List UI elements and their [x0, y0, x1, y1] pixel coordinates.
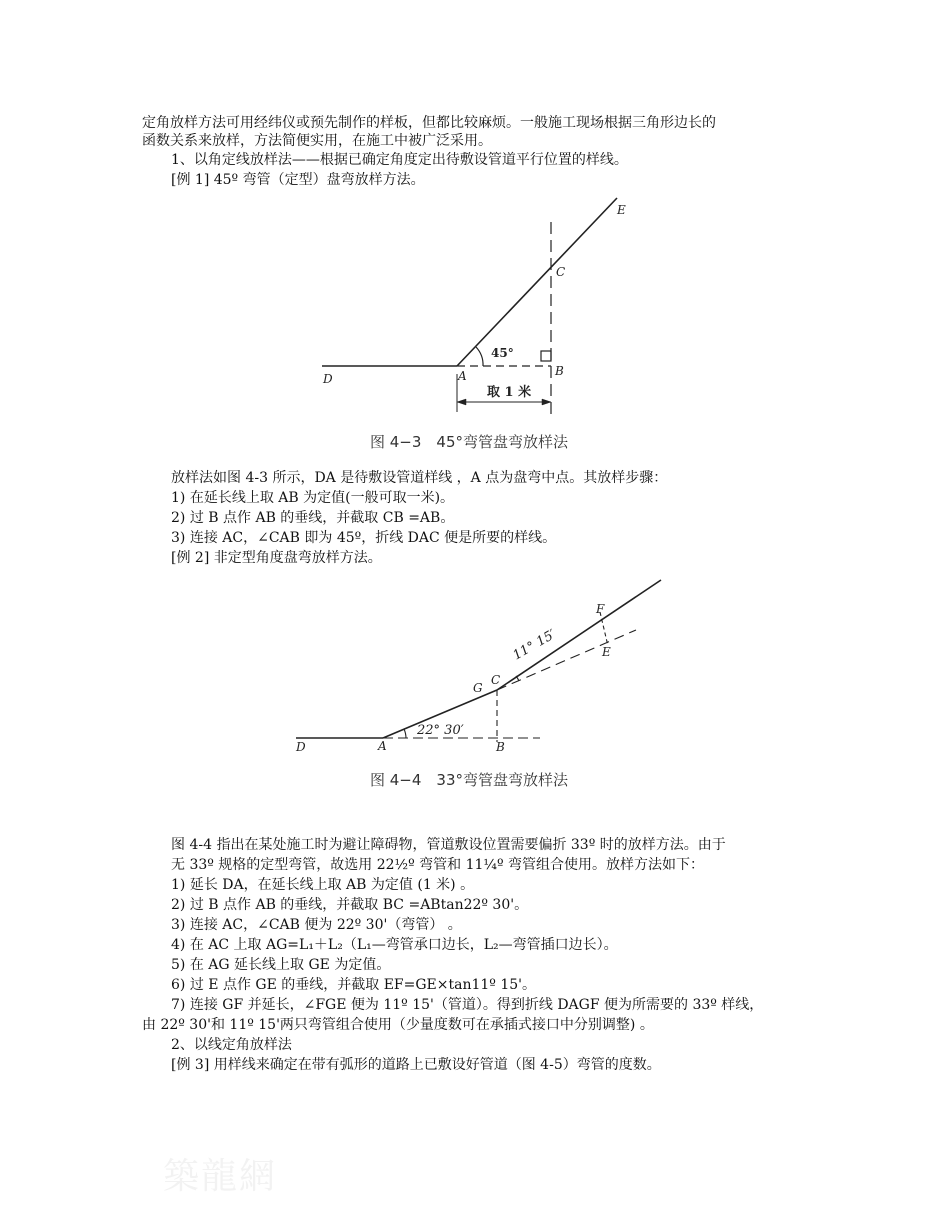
paragraph-line: 放样法如图 4-3 所示，DA 是待敷设管道样线 ，A 点为盘弯中点。其放样步骤： [171, 470, 668, 486]
watermark: 築龍網 [163, 1156, 278, 1197]
line-GF [497, 580, 661, 690]
step-line: 4) 在 AC 上取 AG=L₁＋L₂（L₁—弯管承口边长，L₂—弯管插口边长）。 [171, 937, 618, 953]
paragraph-line: 由 22º 30'和 11º 15'两只弯管组合使用（少量度数可在承插式接口中分别调整) 。 [142, 1017, 654, 1033]
label-G: G [473, 681, 483, 695]
step-line: 5) 在 AG 延长线上取 GE 为定值。 [171, 957, 391, 973]
label-C: C [556, 265, 566, 279]
label-D: D [323, 372, 333, 386]
label-E: E [617, 203, 626, 217]
example-heading: [例 1] 45º 弯管（定型）盘弯放样方法。 [171, 172, 425, 188]
paragraph-line: 图 4-4 指出在某处施工时为避让障碍物，管道敷设位置需要偏折 33º 时的放样方法。由于 [171, 837, 726, 853]
angle-label-2: 11° 15′ [510, 627, 559, 664]
step-line: 7) 连接 GF 并延长，∠FGE 便为 11º 15'（管道）。得到折线 DAGF 便为所需要的 33º 样线， [171, 997, 764, 1013]
label-F: F [596, 602, 605, 616]
label-A: A [378, 739, 387, 753]
step-line: 3) 连接 AC，∠CAB 即为 45º，折线 DAC 便是所要的样线。 [171, 530, 557, 546]
angle-label: 45° [491, 346, 514, 360]
figure-caption: 图 4−4 33°弯管盘弯放样法 [370, 771, 569, 789]
dimension-label: 取 1 米 [487, 385, 532, 400]
angle-label-1: 22° 30′ [417, 723, 464, 738]
section-heading: 2、以线定角放样法 [171, 1037, 292, 1053]
step-line: 3) 连接 AC，∠CAB 便为 22º 30'（弯管） 。 [171, 917, 462, 933]
label-E: E [602, 645, 611, 659]
paragraph-line: 函数关系来放样，方法简便实用，在施工中被广泛采用。 [142, 133, 492, 149]
example-heading: [例 3] 用样线来确定在带有弧形的道路上已敷设好管道（图 4-5）弯管的度数。 [171, 1057, 661, 1073]
label-B: B [496, 740, 505, 754]
label-B: B [555, 364, 564, 378]
step-line: 1) 延长 DA，在延长线上取 AB 为定值 (1 米) 。 [171, 877, 475, 893]
label-C: C [491, 673, 501, 687]
section-heading: 1、以角定线放样法——根据已确定角度定出待敷设管道平行位置的样线。 [171, 152, 628, 168]
angle-arc-1 [404, 729, 406, 738]
paragraph-line: 定角放样方法可用经纬仪或预先制作的样板，但都比较麻烦。一般施工现场根据三角形边长的 [142, 115, 716, 131]
paragraph-line: 无 33º 规格的定型弯管，故选用 22½º 弯管和 11¼º 弯管组合使用。放样方法如下： [171, 857, 705, 873]
label-A: A [458, 369, 467, 383]
step-line: 2) 过 B 点作 AB 的垂线，并截取 CB =AB。 [171, 510, 455, 526]
step-line: 6) 过 E 点作 GE 的垂线，并截取 EF=GE×tan11º 15'。 [171, 977, 536, 993]
figure-caption: 图 4−3 45°弯管盘弯放样法 [370, 433, 569, 451]
step-line: 2) 过 B 点作 AB 的垂线，并截取 BC =ABtan22º 30'。 [171, 897, 529, 913]
label-D: D [296, 740, 306, 754]
example-heading: [例 2] 非定型角度盘弯放样方法。 [171, 550, 382, 566]
step-line: 1) 在延长线上取 AB 为定值(一般可取一米)。 [171, 490, 455, 506]
